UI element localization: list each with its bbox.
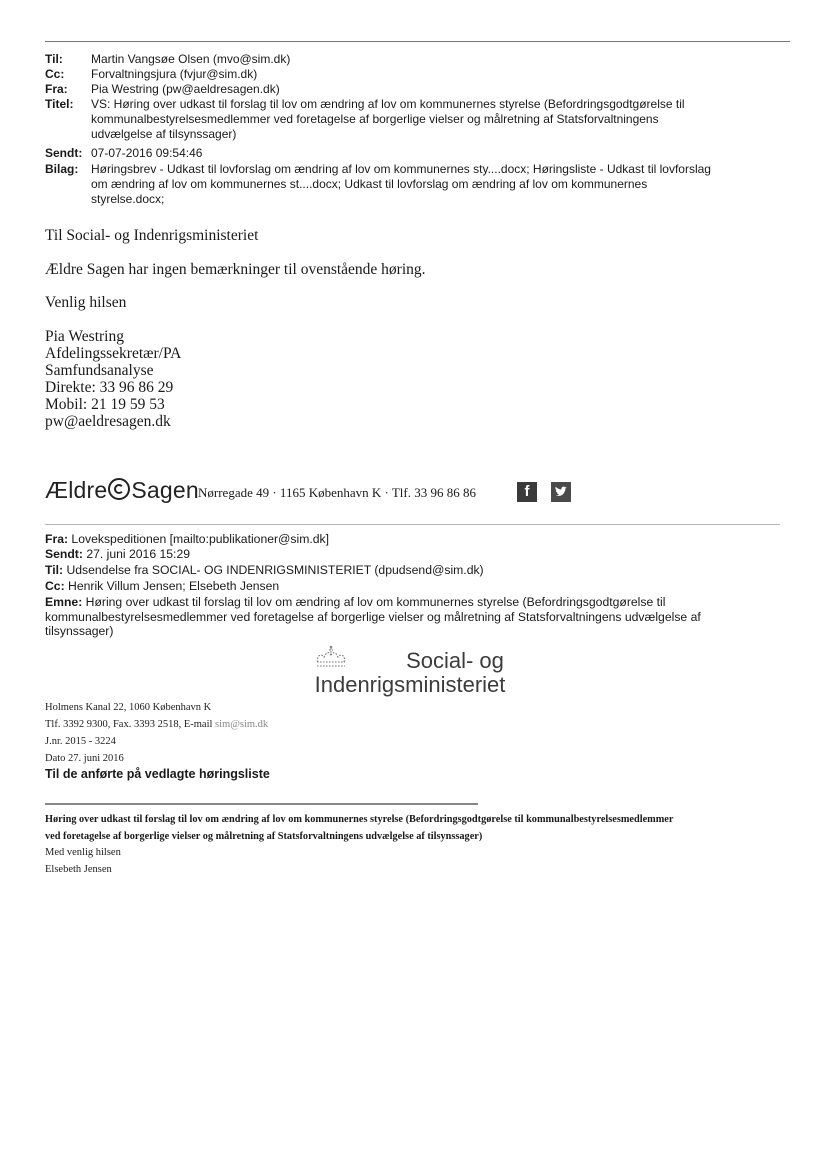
signature-mobile: Mobil: 21 19 59 53 xyxy=(45,396,165,413)
letter-signer: Elsebeth Jensen xyxy=(45,864,112,875)
ministry-logo-line2: Indenrigsministeriet xyxy=(314,672,506,697)
ministry-recipients: Til de anførte på vedlagte høringsliste xyxy=(45,767,270,781)
email-header-to xyxy=(45,52,805,67)
signature-title: Afdelingssekretær/PA xyxy=(45,345,182,362)
attachments-label: Bilag: xyxy=(45,162,79,176)
email-header-sent xyxy=(45,146,805,161)
subject-divider xyxy=(45,803,478,805)
title-line: kommunalbestyrelsesmedlemmer ved foretagelse af borgerlige vielser og målretning af Statsforvaltningens xyxy=(91,112,659,126)
message: Ældre Sagen har ingen bemærkninger til ovenstående høring. xyxy=(45,261,426,278)
ministry-phone-fax: Tlf. 3392 9300, Fax. 3393 2518, E-mail xyxy=(45,719,216,730)
sent-label: Sendt: xyxy=(45,146,83,160)
ministry-email[interactable]: sim@sim.dk xyxy=(215,719,269,730)
fwd-subject-line: kommunalbestyrelsesmedlemmer ved foretagelse af borgerlige vielser og målretning af Statsforvaltningens udvælgelse af xyxy=(45,609,701,624)
fwd-sent-value: 27. juni 2016 15:29 xyxy=(86,547,190,561)
fwd-cc-label: Cc: xyxy=(45,579,65,593)
organization-address: Nørregade 49 · 1165 København K · Tlf. 33 96 86 86 xyxy=(198,485,476,500)
attachment-line[interactable]: Høringsbrev - Udkast til lovforslag om ændring af lov om kommunernes sty....docx; Høringsliste - Udkast til lovforslag xyxy=(91,162,711,176)
cc-label: Cc: xyxy=(45,67,65,81)
fwd-sent-label: Sendt: xyxy=(45,547,83,561)
forwarded-sent xyxy=(45,547,190,562)
email-header-attachments xyxy=(45,162,815,208)
twitter-icon[interactable] xyxy=(551,482,571,502)
attachment-line[interactable]: styrelse.docx; xyxy=(91,192,165,206)
logo-text-part1: Ældre xyxy=(45,477,108,503)
forward-divider xyxy=(45,524,780,525)
logo-ring-icon xyxy=(108,478,130,500)
fwd-from-value: Lovekspeditionen [mailto:publikationer@sim.dk] xyxy=(71,532,330,546)
crown-icon xyxy=(313,644,349,672)
logo-text-part2: Sagen xyxy=(131,477,199,503)
twitter-bird-icon xyxy=(551,482,571,502)
email-header-from xyxy=(45,82,805,97)
title-label: Titel: xyxy=(45,97,74,111)
signature-direct-phone: Direkte: 33 96 86 29 xyxy=(45,379,174,396)
fwd-subject-label: Emne: xyxy=(45,595,83,609)
closing: Venlig hilsen xyxy=(45,294,127,311)
signature-email[interactable]: pw@aeldresagen.dk xyxy=(45,413,171,430)
greeting: Til Social- og Indenrigsministeriet xyxy=(45,227,259,244)
ministry-date: Dato 27. juni 2016 xyxy=(45,753,124,764)
to-value: Martin Vangsøe Olsen (mvo@sim.dk) xyxy=(91,52,291,66)
forwarded-cc xyxy=(45,579,279,594)
sent-value: 07-07-2016 09:54:46 xyxy=(91,146,203,160)
from-label: Fra: xyxy=(45,82,68,96)
forwarded-from xyxy=(45,532,329,547)
fwd-cc-value: Henrik Villum Jensen; Elsebeth Jensen xyxy=(68,579,280,593)
fwd-subject-line: Høring over udkast til forslag til lov om ændring af lov om kommunernes styrelse (Befordringsgodtgørelse til xyxy=(85,595,666,609)
fwd-to-label: Til: xyxy=(45,563,64,577)
letter-subject-line: Høring over udkast til forslag til lov om ændring af lov om kommunernes styrelse (Befordringsgodtgørelse til kommunalbestyrelsesmedlemmer xyxy=(45,814,674,825)
fwd-subject-line: tilsynssager) xyxy=(45,624,114,639)
from-value: Pia Westring (pw@aeldresagen.dk) xyxy=(91,82,280,96)
forwarded-subject xyxy=(45,595,805,639)
signature-name: Pia Westring xyxy=(45,328,124,345)
facebook-icon[interactable] xyxy=(517,482,537,502)
letter-closing: Med venlig hilsen xyxy=(45,847,121,858)
aeldre-sagen-logo xyxy=(45,477,199,504)
title-line: udvælgelse af tilsynssager) xyxy=(91,127,237,141)
cc-value: Forvaltningsjura (fvjur@sim.dk) xyxy=(91,67,258,81)
ministry-contact xyxy=(45,719,268,730)
email-header-title xyxy=(45,97,815,143)
to-label: Til: xyxy=(45,52,63,66)
title-line: VS: Høring over udkast til forslag til lov om ændring af lov om kommunernes styrelse (Befordringsgodtgørelse til xyxy=(91,97,685,111)
forwarded-to xyxy=(45,563,484,578)
signature-department: Samfundsanalyse xyxy=(45,362,154,379)
ministry-jnr: J.nr. 2015 - 3224 xyxy=(45,736,116,747)
ministry-logo-line1: Social- og xyxy=(406,648,504,673)
facebook-glyph: f xyxy=(524,483,530,500)
attachment-line[interactable]: om ændring af lov om kommunernes st....docx; Udkast til lovforslag om ændring af lov om kommunernes xyxy=(91,177,648,191)
email-header-cc xyxy=(45,67,805,82)
ministry-address: Holmens Kanal 22, 1060 København K xyxy=(45,702,212,713)
fwd-to-value: Udsendelse fra SOCIAL- OG INDENRIGSMINISTERIET (dpudsend@sim.dk) xyxy=(66,563,484,577)
letter-subject-line: ved foretagelse af borgerlige vielser og målretning af Statsforvaltningens udvælgelse af tilsynssager) xyxy=(45,831,483,842)
top-divider xyxy=(45,41,790,42)
fwd-from-label: Fra: xyxy=(45,532,69,546)
